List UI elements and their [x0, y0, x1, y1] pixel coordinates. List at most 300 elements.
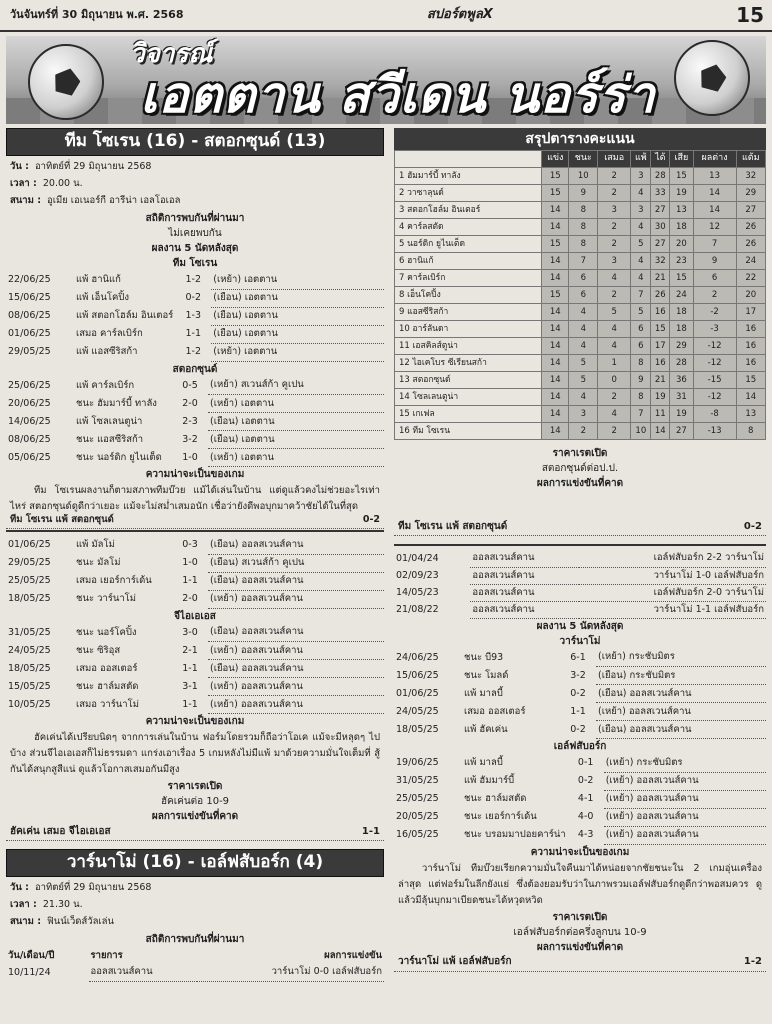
standings-cell: -8 [693, 406, 736, 423]
standings-row [395, 423, 766, 440]
result-date: 10/05/25 [8, 698, 51, 710]
standings-cell: 2 [569, 423, 598, 440]
result-outcome: แพ้ สตอกโฮล์ม อินเตอร์ [76, 310, 174, 322]
result-venue: (เหย้า) ออลสเวนส์คาน [604, 790, 766, 808]
prediction-title: ผลการแข่งขันที่คาด [151, 811, 239, 822]
result-score: 1-1 [182, 662, 198, 674]
standings-cell: 14 [542, 389, 569, 406]
result-outcome: ชนะ นอร์ดิก ยูไนเต็ด [76, 451, 162, 463]
standings-cell: 19 [670, 185, 694, 202]
result-date: 18/05/25 [8, 593, 51, 605]
result-outcome: ชนะ ฮาล์มสตัด [464, 793, 527, 805]
price-text: เอล์ฟสับอร์กต่อครึ่งลูกบน 10-9 [513, 926, 647, 938]
result-date: 16/05/25 [396, 829, 439, 841]
result-venue: (เหย้า) ออลสเวนส์คาน [596, 703, 766, 721]
result-venue: (เยือน) เอตตาน [208, 431, 384, 449]
result-venue: (เยือน) ออลสเวนส์คาน [596, 721, 766, 739]
standings-row [395, 253, 766, 270]
result-outcome: แพ้ มาลบี้ [464, 687, 503, 699]
standings-row [395, 389, 766, 406]
standings-cell: 15 [542, 168, 569, 185]
h2h-result: วาร์นาโม่ 1-0 เอล์ฟสับอร์ก [579, 567, 766, 584]
h2h-row [394, 601, 766, 618]
standings-cell: 3 [631, 168, 651, 185]
price-text: ฮัคเค่นต่อ 10-9 [160, 796, 230, 807]
result-date: 15/06/25 [8, 292, 51, 304]
standings-cell: 14 [542, 219, 569, 236]
prediction-title: ผลการแข่งขันที่คาด [536, 941, 624, 953]
outlook-text: วาร์นาโม่ ทีมบ๊วยเรียกความมั่นใจคืนมาได้หน่อยจากชัยชนะใน 2 เกมอุ่นเครื่องล่าสุด แต่ฟอร์มในลีกยังแย่ ซึ่งต้องยอมรับว่าในภาพรวมเอล์ฟสับอร์กดูดีกว่าพอสมควร ดูแล้วมีลุ้นบุกมาเบียดชนะได้หวุดหวิด [398, 862, 762, 906]
standings-row [395, 287, 766, 304]
result-score: 1-0 [182, 557, 198, 569]
standings-cell: -12 [693, 355, 736, 372]
date-label: วัน : [10, 881, 29, 893]
result-score: 6-1 [570, 651, 586, 663]
result-outcome: ชนะ เยอร์การ์เด้น [464, 811, 537, 823]
standings-cell: 18 [670, 304, 694, 321]
result-date: 05/06/25 [8, 451, 51, 463]
standings-cell: 20 [736, 287, 765, 304]
prediction-score: 1-1 [361, 825, 380, 837]
result-date: 14/06/25 [8, 415, 51, 427]
standings-header: ชนะ [569, 151, 598, 168]
result-date: 25/05/25 [8, 575, 51, 587]
team-b-results [6, 377, 384, 468]
result-date: 24/05/25 [396, 705, 439, 717]
standings-cell: 7 [631, 287, 651, 304]
h2h-comp: ออลสเวนส์คาน [470, 567, 578, 584]
standings-row [395, 185, 766, 202]
result-venue: (เยือน) ออลสเวนส์คาน [596, 685, 766, 703]
standings-cell: 3 [598, 253, 631, 270]
standings-team: 3 สตอกโฮล์ม อินเตอร์ [395, 202, 542, 219]
standings-cell: 5 [631, 304, 651, 321]
h2h-date: 02/09/23 [396, 569, 439, 581]
standings-cell: 18 [670, 321, 694, 338]
result-venue: (เหย้า) ออลสเวนส์คาน [604, 772, 766, 790]
venue-label: สนาม : [10, 194, 41, 206]
standings-cell: 6 [631, 321, 651, 338]
match-info [6, 156, 384, 211]
banner-kicker: วิจารณ์ [130, 39, 213, 69]
prediction-line [394, 519, 766, 536]
standings-cell: 2 [598, 236, 631, 253]
h2h-table [6, 947, 384, 982]
result-venue: (เหย้า) เอตตาน [208, 449, 384, 467]
result-row [394, 721, 766, 739]
standings-cell: 8 [569, 202, 598, 219]
standings-header: แต้ม [736, 151, 765, 168]
standings-cell: 26 [736, 236, 765, 253]
result-outcome: ชนะ ฮัมมาร์บี้ ทาลัง [76, 397, 157, 409]
standings-cell: 19 [651, 389, 670, 406]
standings-table [394, 128, 766, 440]
outlook-title: ความน่าจะเป็นของเกม [145, 716, 245, 727]
standings-cell: 22 [736, 270, 765, 287]
result-venue: (เหย้า) สเวนส์ก้า คูเปน [208, 377, 384, 395]
standings-cell: 14 [542, 321, 569, 338]
standings-team: 10 อาร์ลันดา [395, 321, 542, 338]
result-outcome: แพ้ มาลบี้ [464, 757, 503, 769]
standings-cell: 21 [651, 270, 670, 287]
standings-cell: 4 [569, 338, 598, 355]
standings-cell: 14 [542, 423, 569, 440]
standings-row [395, 372, 766, 389]
result-outcome: เสมอ ออสเตอร์ [76, 662, 138, 674]
h2h-title: สถิติการพบกันที่ผ่านมา [145, 213, 245, 224]
standings-row [395, 202, 766, 219]
h2h-table [394, 550, 766, 619]
h2h-col-date: วัน/เดือน/ปี [8, 949, 55, 961]
standings-cell: 6 [693, 270, 736, 287]
h2h-comp: ออลสเวนส์คาน [470, 601, 578, 618]
standings-cell: 20 [670, 236, 694, 253]
standings-cell: 2 [598, 185, 631, 202]
standings-cell: 7 [693, 236, 736, 253]
standings-cell: 4 [598, 321, 631, 338]
result-date: 25/05/25 [396, 793, 439, 805]
result-date: 31/05/25 [396, 775, 439, 787]
time-label: เวลา : [10, 898, 37, 910]
standings-cell: 4 [598, 338, 631, 355]
standings-cell: 32 [651, 253, 670, 270]
h2h-col-comp: รายการ [90, 949, 123, 961]
price-title: ราคาเรตเปิด [167, 781, 223, 792]
h2h-title: สถิติการพบกันที่ผ่านมา [145, 934, 245, 945]
result-score: 2-0 [182, 397, 198, 409]
standings-cell: 8 [631, 355, 651, 372]
standings-cell: 15 [670, 270, 694, 287]
standings-cell: 28 [670, 355, 694, 372]
standings-row [395, 338, 766, 355]
standings-cell: -12 [693, 389, 736, 406]
result-row [6, 678, 384, 696]
standings-cell: 31 [670, 389, 694, 406]
standings-cell: 15 [651, 321, 670, 338]
result-score: 0-2 [570, 687, 586, 699]
standings-cell: 4 [631, 219, 651, 236]
standings-cell: 2 [598, 168, 631, 185]
h2h-result: เอล์ฟสับอร์ก 2-2 วาร์นาโม่ [579, 550, 766, 567]
standings-cell: 2 [598, 219, 631, 236]
result-venue: (เหย้า) เอตตาน [211, 343, 384, 361]
issue-date: วันจันทร์ที่ 30 มิถุนายน พ.ศ. 2568 [10, 8, 184, 22]
soccer-ball-icon [674, 40, 750, 116]
standings-cell: 8 [569, 236, 598, 253]
standings-cell: -13 [693, 423, 736, 440]
standings-cell: 0 [598, 372, 631, 389]
outlook-text: ทีม โซเรนผลงานก็ตามสภาพทีมบ๊วย แม้ได้เล่นในบ้าน แต่ดูแล้วคงไม่ช่วยอะไรเท่าไหร่ สตอกซุนด์ดูดีกว่าเยอะ แม้จะไม่สม่ำเสมอนัก เชื่อว่ายังดีพอบุกมาคว้าชัยได้ในที่สุด [10, 485, 380, 512]
result-date: 18/05/25 [396, 723, 439, 735]
standings-team: 14 โซลเลนตูน่า [395, 389, 542, 406]
result-score: 4-1 [577, 793, 594, 805]
standings-cell: 29 [736, 185, 765, 202]
prediction-score: 0-2 [743, 520, 762, 532]
standings-cell: 4 [631, 253, 651, 270]
standings-cell: -12 [693, 338, 736, 355]
team-a-name: ทีม โซเรน [172, 258, 218, 269]
result-date: 18/05/25 [8, 662, 51, 674]
result-row [6, 289, 384, 307]
standings-cell: 6 [569, 287, 598, 304]
result-venue: (เยือน) เอตตาน [208, 413, 384, 431]
result-score: 3-2 [570, 669, 586, 681]
standings-row [395, 304, 766, 321]
right-column [394, 128, 766, 491]
standings-header: แพ้ [631, 151, 651, 168]
h2h-comp: ออลสเวนส์คาน [89, 964, 197, 981]
result-venue: (เยือน) เอตตาน [211, 325, 384, 343]
standings-row [395, 270, 766, 287]
standings-cell: 12 [693, 219, 736, 236]
divider [6, 530, 384, 532]
standings-cell: 14 [542, 355, 569, 372]
result-venue: (เยือน) เอตตาน [211, 307, 384, 325]
match-date: อาทิตย์ที่ 29 มิถุนายน 2568 [34, 160, 152, 172]
prediction-line [394, 955, 766, 972]
outlook-title: ความน่าจะเป็นของเกม [145, 469, 245, 480]
page-header [0, 0, 772, 32]
h2h-date: 10/11/24 [8, 966, 51, 978]
standings-cell: 24 [670, 287, 694, 304]
standings-cell: 3 [631, 202, 651, 219]
result-outcome: ชนะ แอสซีริสก้า [76, 433, 144, 445]
standings-cell: 7 [569, 253, 598, 270]
result-row [394, 667, 766, 685]
result-outcome: แพ้ มัลโม่ [76, 539, 115, 551]
standings-team: 8 เอ็นโคปิ้ง [395, 287, 542, 304]
team-a-results [6, 536, 384, 609]
standings-cell: 6 [631, 338, 651, 355]
standings-cell: 5 [569, 355, 598, 372]
result-score: 0-2 [185, 292, 202, 304]
result-row [6, 590, 384, 608]
result-outcome: แพ้ เอ็นโคปิ้ง [76, 292, 129, 304]
standings-title: สรุปตารางคะแนน [394, 128, 766, 150]
match-title: วาร์นาโม่ (16) - เอล์ฟสับอร์ก (4) [6, 849, 384, 877]
result-row [394, 649, 766, 667]
standings-cell: 28 [651, 168, 670, 185]
result-outcome: ชนะ บี93 [464, 651, 504, 663]
standings-row [395, 406, 766, 423]
result-venue: (เหย้า) ออลสเวนส์คาน [208, 642, 384, 660]
h2h-row [394, 584, 766, 601]
result-row [6, 449, 384, 467]
match-info [6, 877, 384, 932]
result-date: 01/06/25 [8, 328, 51, 340]
result-venue: (เยือน) สเวนส์ก้า คูเปน [208, 554, 384, 572]
result-outcome: ชนะ วาร์นาโม่ [76, 593, 137, 605]
result-score: 2-0 [182, 593, 198, 605]
left-prediction [6, 512, 384, 529]
standings-cell: 2 [598, 287, 631, 304]
standings-cell: 9 [693, 253, 736, 270]
standings-row [395, 219, 766, 236]
standings-cell: 10 [569, 168, 598, 185]
standings-header: เสมอ [598, 151, 631, 168]
result-date: 08/06/25 [8, 433, 51, 445]
result-venue: (เยือน) ออลสเวนส์คาน [208, 660, 384, 678]
h2h-row [394, 550, 766, 567]
standings-cell: 5 [598, 304, 631, 321]
standings-team: 2 วาซาลุนด์ [395, 185, 542, 202]
publication-logo: สปอร์ตพูลX [426, 6, 493, 22]
team-b-name: เอล์ฟสับอร์ก [553, 741, 607, 752]
result-venue: (เหย้า) เอตตาน [211, 271, 384, 289]
h2h-date: 14/05/23 [396, 586, 439, 598]
result-row [6, 696, 384, 714]
result-row [6, 271, 384, 289]
result-venue: (เยือน) ออลสเวนส์คาน [208, 624, 384, 642]
standings-cell: 13 [670, 202, 694, 219]
result-date: 22/06/25 [8, 274, 51, 286]
standings-team: 6 ฮานิแก้ [395, 253, 542, 270]
h2h-comp: ออลสเวนส์คาน [470, 550, 578, 567]
standings-team: 9 แอสซีริสก้า [395, 304, 542, 321]
result-row [6, 343, 384, 361]
standings-cell: 5 [631, 236, 651, 253]
result-outcome: ชนะ บรอมมาปอยคาร์น่า [464, 829, 566, 841]
result-date: 19/06/25 [396, 757, 439, 769]
standings-cell: 14 [736, 389, 765, 406]
result-row [394, 790, 766, 808]
section-banner [6, 36, 766, 124]
result-date: 01/06/25 [8, 539, 51, 551]
standings-cell: 4 [569, 304, 598, 321]
standings-header: ผลต่าง [693, 151, 736, 168]
standings-cell: 27 [736, 202, 765, 219]
standings-cell: 4 [598, 406, 631, 423]
standings-team: 13 สตอกซุนด์ [395, 372, 542, 389]
result-outcome: แพ้ โซลเลนตูน่า [76, 415, 143, 427]
prediction-text: ทีม โซเรน แพ้ สตอกซุนด์ [10, 514, 114, 526]
standings-cell: 24 [736, 253, 765, 270]
result-venue: (เหย้า) ออลสเวนส์คาน [208, 678, 384, 696]
result-score: 1-1 [570, 705, 586, 717]
result-outcome: แพ้ ฮัมมาร์บี้ [464, 775, 515, 787]
standings-cell: 14 [542, 270, 569, 287]
result-row [6, 642, 384, 660]
standings-cell: 19 [670, 406, 694, 423]
match-venue: ฟินน์เว็ดส์วัลเล่น [47, 915, 114, 927]
standings-cell: 14 [542, 338, 569, 355]
form-title: ผลงาน 5 นัดหลังสุด [536, 620, 624, 632]
standings-row [395, 236, 766, 253]
standings-cell: 2 [598, 423, 631, 440]
standings-cell: 5 [569, 372, 598, 389]
standings-cell: 14 [542, 304, 569, 321]
standings-cell: 3 [598, 202, 631, 219]
standings-cell: 15 [542, 236, 569, 253]
result-outcome: ชนะ มัลโม่ [76, 557, 121, 569]
standings-cell: 4 [631, 270, 651, 287]
standings-team: 11 เอสคิลส์ตูน่า [395, 338, 542, 355]
standings-cell: 27 [651, 202, 670, 219]
standings-cell: 4 [569, 321, 598, 338]
result-score: 3-2 [182, 433, 198, 445]
h2h-date: 01/04/24 [396, 552, 439, 564]
venue-label: สนาม : [10, 915, 41, 927]
team-b-results [6, 624, 384, 715]
page-number: 15 [736, 2, 764, 27]
result-outcome: แพ้ คาร์ลเบิร์ก [76, 379, 135, 391]
h2h-comp: ออลสเวนส์คาน [470, 584, 578, 601]
standings-cell: 14 [542, 202, 569, 219]
standings-row [395, 355, 766, 372]
match-time: 20.00 น. [42, 177, 83, 189]
result-date: 20/06/25 [8, 397, 51, 409]
time-label: เวลา : [10, 177, 37, 189]
date-label: วัน : [10, 160, 29, 172]
standings-cell: 4 [569, 389, 598, 406]
result-score: 0-5 [182, 379, 198, 391]
result-row [6, 572, 384, 590]
divider [394, 544, 766, 546]
standings-header: แข่ง [542, 151, 569, 168]
result-score: 4-0 [577, 811, 594, 823]
team-a-name: วาร์นาโม่ [559, 635, 601, 647]
soccer-ball-icon [28, 44, 104, 120]
prediction-text: ทีม โซเรน แพ้ สตอกซุนด์ [398, 520, 508, 532]
standings-cell: 13 [693, 168, 736, 185]
result-venue: (เหย้า) กระชับมิตร [596, 649, 766, 667]
result-row [6, 395, 384, 413]
standings-row [395, 321, 766, 338]
result-venue: (เหย้า) ออลสเวนส์คาน [208, 590, 384, 608]
result-date: 20/05/25 [396, 811, 439, 823]
standings-cell: 32 [736, 168, 765, 185]
h2h-date: 21/08/22 [396, 603, 439, 615]
result-row [394, 772, 766, 790]
standings-cell: 16 [736, 321, 765, 338]
standings-cell: 14 [542, 406, 569, 423]
h2h-result: วาร์นาโม่ 0-0 เอล์ฟสับอร์ก [197, 964, 384, 981]
standings-team: 16 ทีม โซเรน [395, 423, 542, 440]
standings-cell: 8 [569, 219, 598, 236]
result-venue: (เหย้า) เอตตาน [208, 395, 384, 413]
result-outcome: แพ้ ฮัคเค่น [464, 723, 508, 735]
result-score: 1-1 [182, 575, 198, 587]
result-outcome: ชนะ ซิริอุส [76, 644, 121, 656]
result-row [6, 325, 384, 343]
standings-cell: 4 [598, 270, 631, 287]
result-date: 25/06/25 [8, 379, 51, 391]
match-title: ทีม โซเรน (16) - สตอกซุนด์ (13) [6, 128, 384, 156]
result-date: 15/06/25 [396, 669, 439, 681]
result-outcome: เสมอ ออสเตอร์ [464, 705, 526, 717]
result-venue: (เหย้า) ออลสเวนส์คาน [208, 696, 384, 714]
result-date: 31/05/25 [8, 626, 51, 638]
standings-cell: 15 [542, 185, 569, 202]
standings-cell: -2 [693, 304, 736, 321]
standings-team: 12 ไอเคโบร ซีเรียนสก้า [395, 355, 542, 372]
standings-row [395, 168, 766, 185]
standings-cell: 17 [651, 338, 670, 355]
result-outcome: ชนะ โมลด์ [464, 669, 509, 681]
prediction-line [6, 512, 384, 529]
team-a-results [6, 271, 384, 362]
standings-cell: 15 [670, 168, 694, 185]
standings-cell: 16 [651, 355, 670, 372]
standings-cell: -3 [693, 321, 736, 338]
standings-cell: 26 [736, 219, 765, 236]
standings-cell: 17 [736, 304, 765, 321]
result-date: 24/06/25 [396, 651, 439, 663]
standings-cell: 4 [631, 185, 651, 202]
result-score: 0-1 [577, 757, 594, 769]
team-b-name: สตอกซุนด์ [172, 363, 218, 375]
result-date: 29/05/25 [8, 557, 51, 569]
